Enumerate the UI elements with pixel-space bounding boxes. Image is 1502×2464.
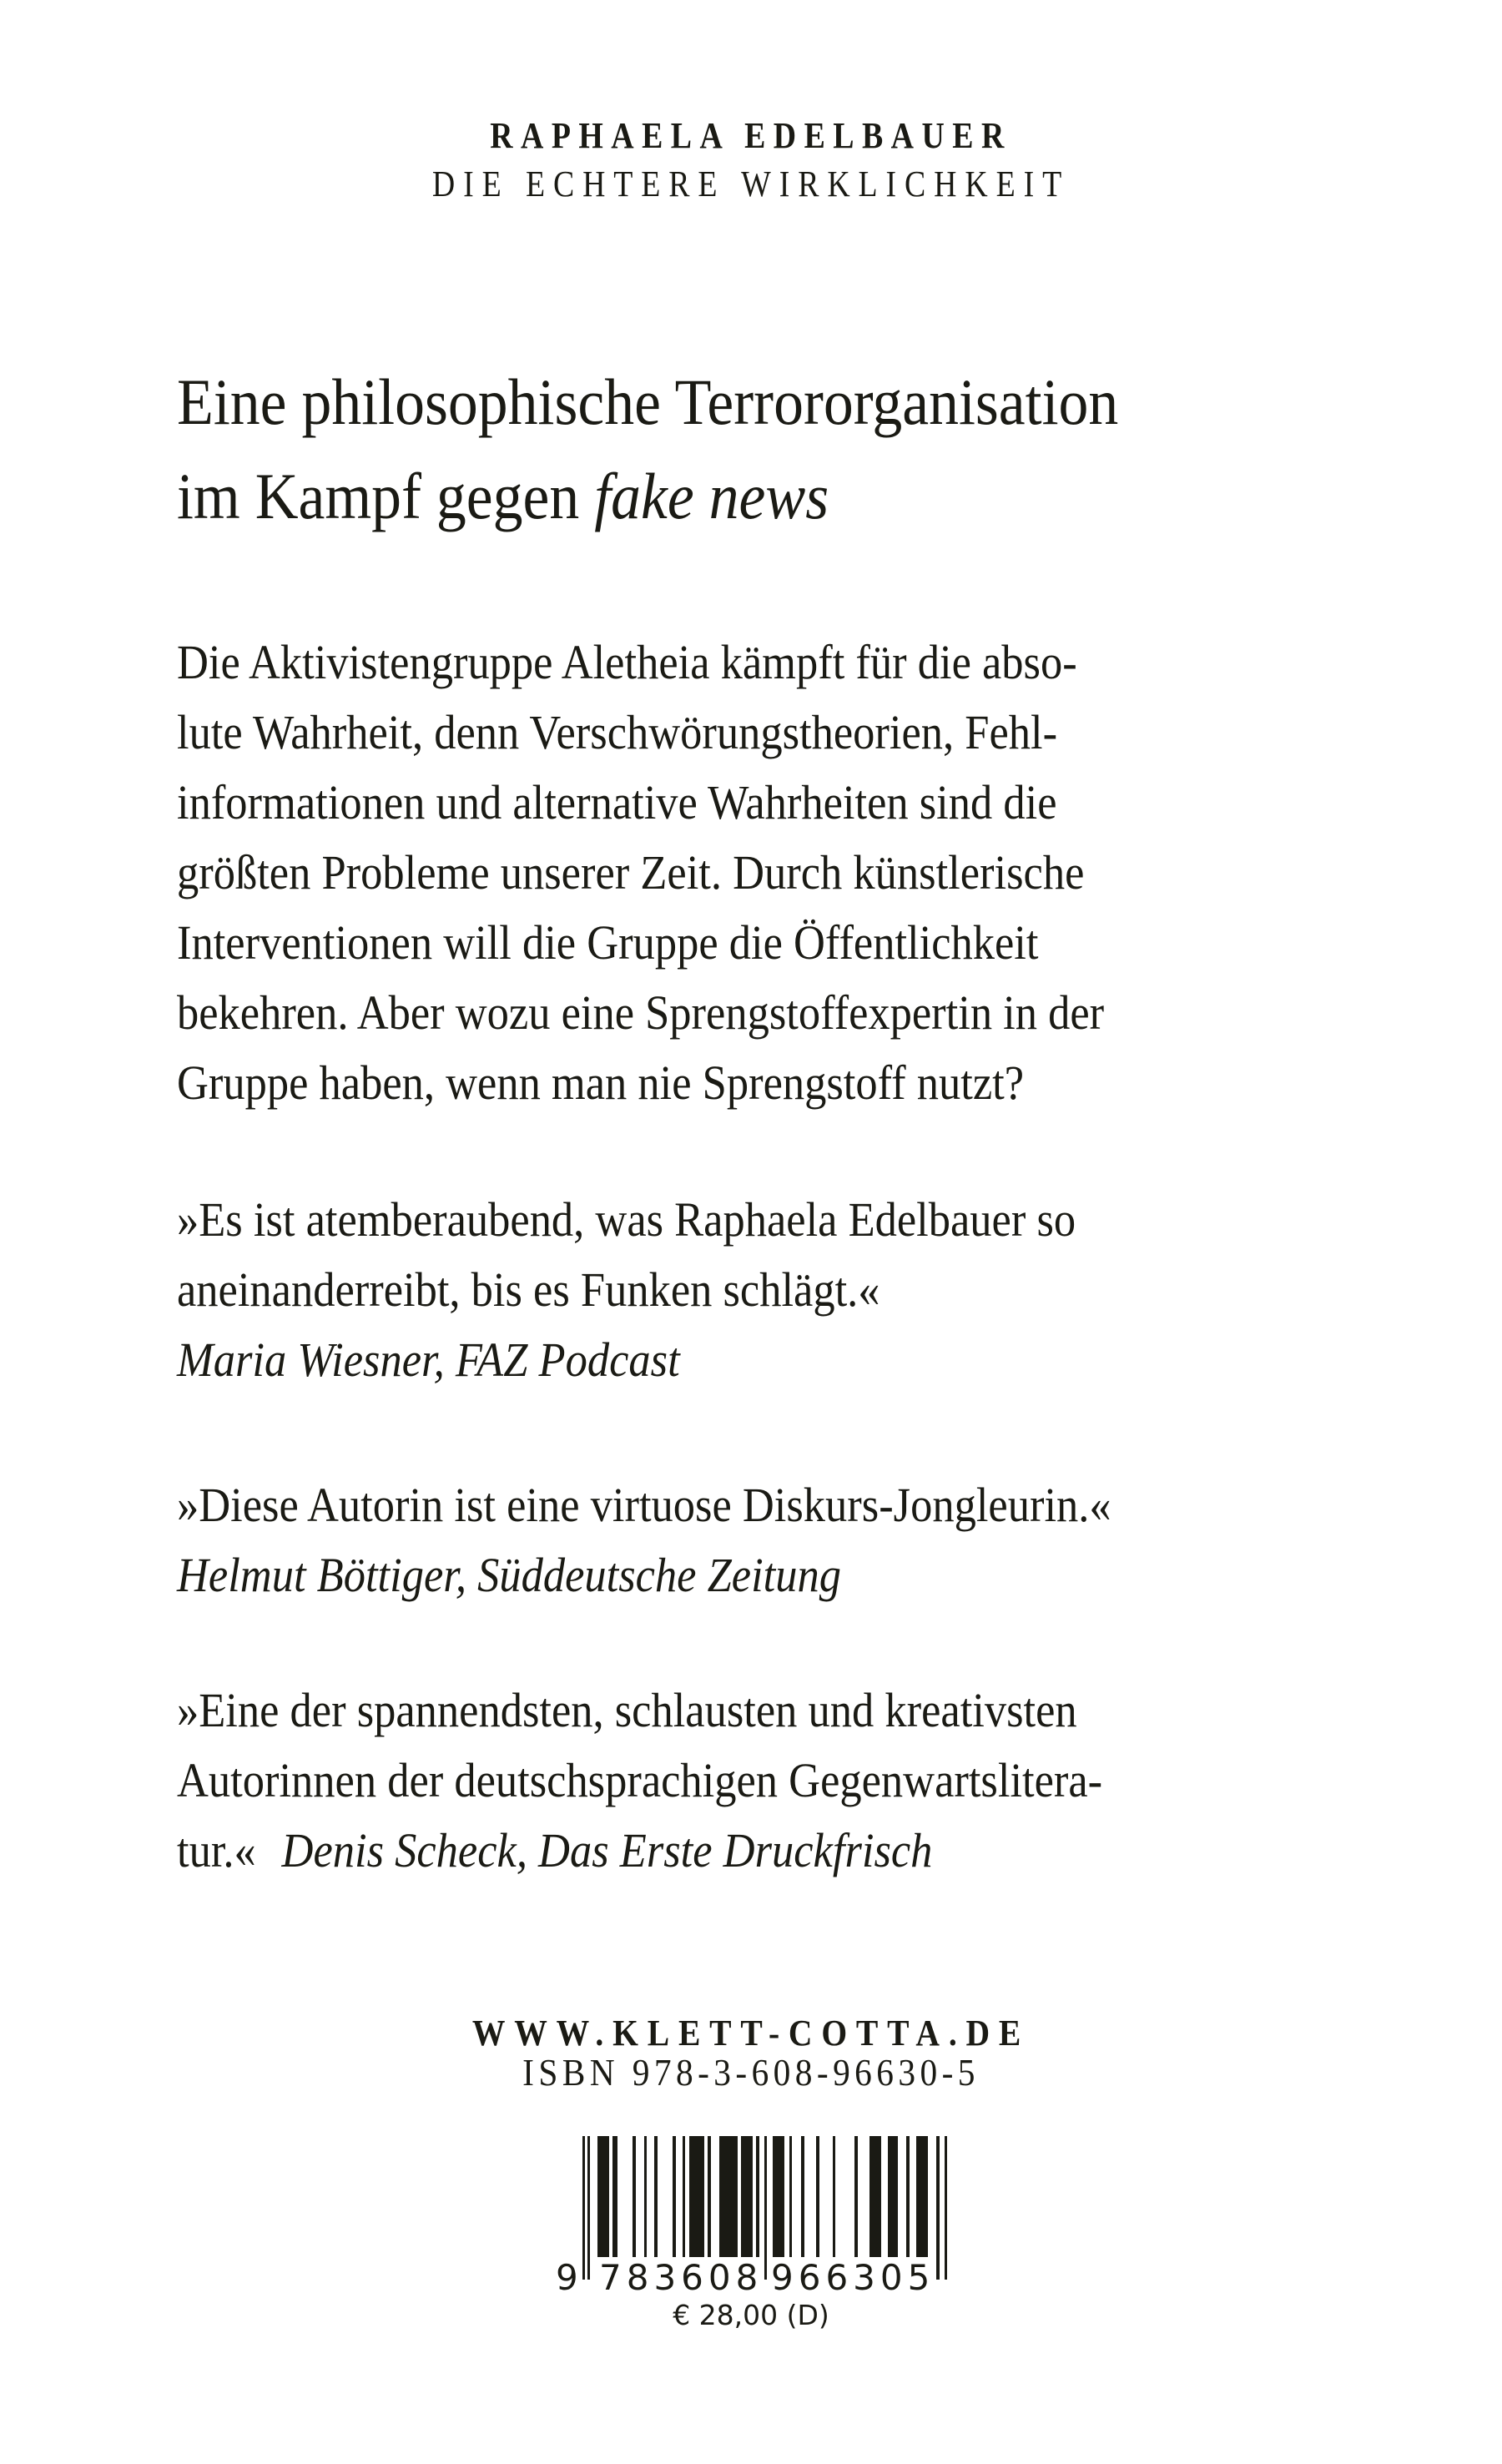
barcode-bar	[945, 2136, 947, 2280]
barcode-bar	[587, 2136, 590, 2280]
barcode-bar	[612, 2136, 617, 2261]
blurb-line: größten Probleme unserer Zeit. Durch künstlerische	[177, 845, 1085, 899]
blurb-paragraph	[177, 627, 1310, 1118]
barcode-right-digits: 966305	[771, 2257, 935, 2298]
review-quote-2	[177, 1470, 1310, 1610]
author-name: RAPHAELA EDELBAUER	[490, 115, 1012, 156]
barcode-bar	[854, 2136, 858, 2261]
barcode-bar	[673, 2136, 676, 2261]
blurb-line: Interventionen will die Gruppe die Öffentlichkeit	[177, 915, 1039, 970]
barcode-bar	[654, 2136, 658, 2261]
review-quote-3	[177, 1675, 1310, 1886]
barcode-bar	[906, 2136, 910, 2261]
barcode-left-digits: 783608	[599, 2257, 764, 2298]
barcode-bar	[916, 2136, 928, 2261]
isbn-number: ISBN 978-3-608-96630-5	[522, 2051, 980, 2094]
blurb-line: lute Wahrheit, denn Verschwörungstheorien, Fehl-	[177, 705, 1058, 759]
review-line: aneinanderreibt, bis es Funken schlägt.«	[177, 1262, 880, 1317]
barcode-bar	[633, 2136, 636, 2261]
barcode-bar	[719, 2136, 738, 2261]
barcode-bar	[689, 2136, 704, 2261]
review-source: Denis Scheck, Das Erste Druckfrisch	[281, 1823, 933, 1877]
price: € 28,00 (D)	[673, 2299, 829, 2331]
review-line: »Eine der spannendsten, schlausten und kreativsten	[177, 1683, 1077, 1737]
barcode-bar	[789, 2136, 792, 2261]
blurb-line: informationen und alternative Wahrheiten sind die	[177, 775, 1057, 829]
review-source: Helmut Böttiger, Süddeutsche Zeitung	[177, 1548, 841, 1602]
headline-italic: fake news	[594, 460, 829, 532]
book-title: DIE ECHTERE WIRKLICHKEIT	[431, 164, 1071, 204]
barcode-bar	[741, 2136, 753, 2261]
barcode-bar	[764, 2136, 767, 2280]
headline-line-2	[177, 449, 1283, 543]
headline	[177, 355, 1283, 543]
barcode-bar	[816, 2136, 819, 2261]
barcode-bar	[833, 2136, 835, 2261]
review-source: Maria Wiesner, FAZ Podcast	[177, 1333, 680, 1387]
publisher-url[interactable]: WWW.KLETT-COTTA.DE	[471, 2013, 1031, 2053]
barcode-bar	[683, 2136, 685, 2261]
barcode-bar	[801, 2136, 804, 2261]
review-quote-1	[177, 1185, 1310, 1395]
blurb-line: Gruppe haben, wenn man nie Sprengstoff nutzt?	[177, 1056, 1025, 1110]
barcode-bar	[597, 2136, 609, 2261]
review-last-line	[177, 1816, 1310, 1886]
blurb-line: Die Aktivistengruppe Aletheia kämpft für die abso-	[177, 635, 1077, 689]
review-line: Autorinnen der deutschsprachigen Gegenwartslitera-	[177, 1753, 1103, 1807]
review-line: »Diese Autorin ist eine virtuose Diskurs-Jongleurin.«	[177, 1478, 1111, 1532]
barcode-bar	[869, 2136, 881, 2261]
barcode	[551, 2136, 968, 2298]
barcode-bar	[708, 2136, 711, 2261]
barcode-first-digit: 9	[556, 2257, 578, 2298]
review-line: »Es ist atemberaubend, was Raphaela Edelbauer so	[177, 1192, 1076, 1247]
barcode-bar	[936, 2136, 940, 2280]
barcode-bar	[644, 2136, 647, 2261]
blurb-line: bekehren. Aber wozu eine Sprengstoffexpertin in der	[177, 985, 1105, 1040]
headline-line-1: Eine philosophische Terrororganisation	[177, 365, 1119, 438]
headline-line-2-text: im Kampf gegen	[177, 460, 595, 532]
barcode-bar	[582, 2136, 585, 2280]
barcode-bar	[773, 2136, 784, 2261]
review-line: tur.«	[177, 1823, 256, 1877]
barcode-bar	[888, 2136, 898, 2261]
